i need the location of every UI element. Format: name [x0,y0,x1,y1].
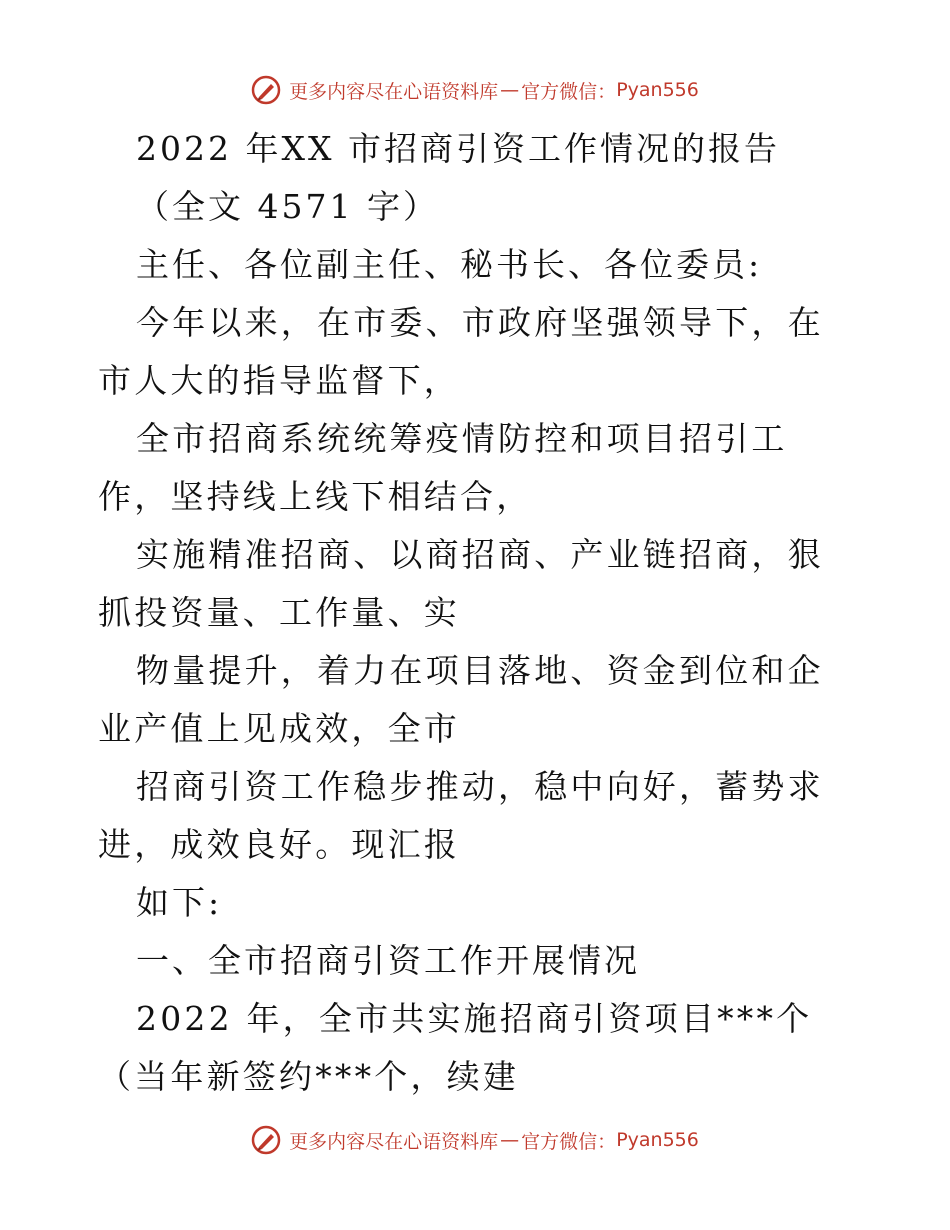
header-watermark [0,70,950,110]
section-paragraph: 2022 年，全市共实施招商引资项目***个（当年新签约***个，续建 [98,999,813,1096]
section-heading: 一、全市招商引资工作开展情况 [136,941,640,980]
watermark-dash: — [500,1129,520,1151]
paragraph: 物量提升，着力在项目落地、资金到位和企业产值上见成效，全市 [98,651,824,748]
paragraph: 今年以来，在市委、市政府坚强领导下，在市人大的指导监督下， [98,303,824,400]
watermark-site-text: 更多内容尽在心语资料库 [289,1130,499,1153]
watermark-site-text: 更多内容尽在心语资料库 [289,80,499,103]
document-body [98,120,858,1106]
document-title: 2022 年XX 市招商引资工作情况的报告 [136,129,780,168]
paragraph: 招商引资工作稳步推动，稳中向好，蓄势求进，成效良好。现汇报 [98,767,824,864]
paragraph: 全市招商系统统筹疫情防控和项目招引工作，坚持线上线下相结合， [98,419,788,516]
word-count: （全文 4571 字） [136,187,439,226]
watermark-wechat-id: Pyan556 [616,79,699,101]
pen-logo-icon [251,75,281,105]
watermark-wechat-id: Pyan556 [616,1129,699,1151]
paragraph: 实施精准招商、以商招商、产业链招商，狠抓投资量、工作量、实 [98,535,824,632]
watermark-official-text: 官方微信： [521,80,617,103]
watermark-dash: — [500,79,520,101]
watermark-official-text: 官方微信： [521,1130,617,1153]
pen-logo-icon [251,1125,281,1155]
as-follows: 如下: [136,883,223,922]
footer-watermark [0,1120,950,1160]
salutation: 主任、各位副主任、秘书长、各位委员: [136,245,763,284]
